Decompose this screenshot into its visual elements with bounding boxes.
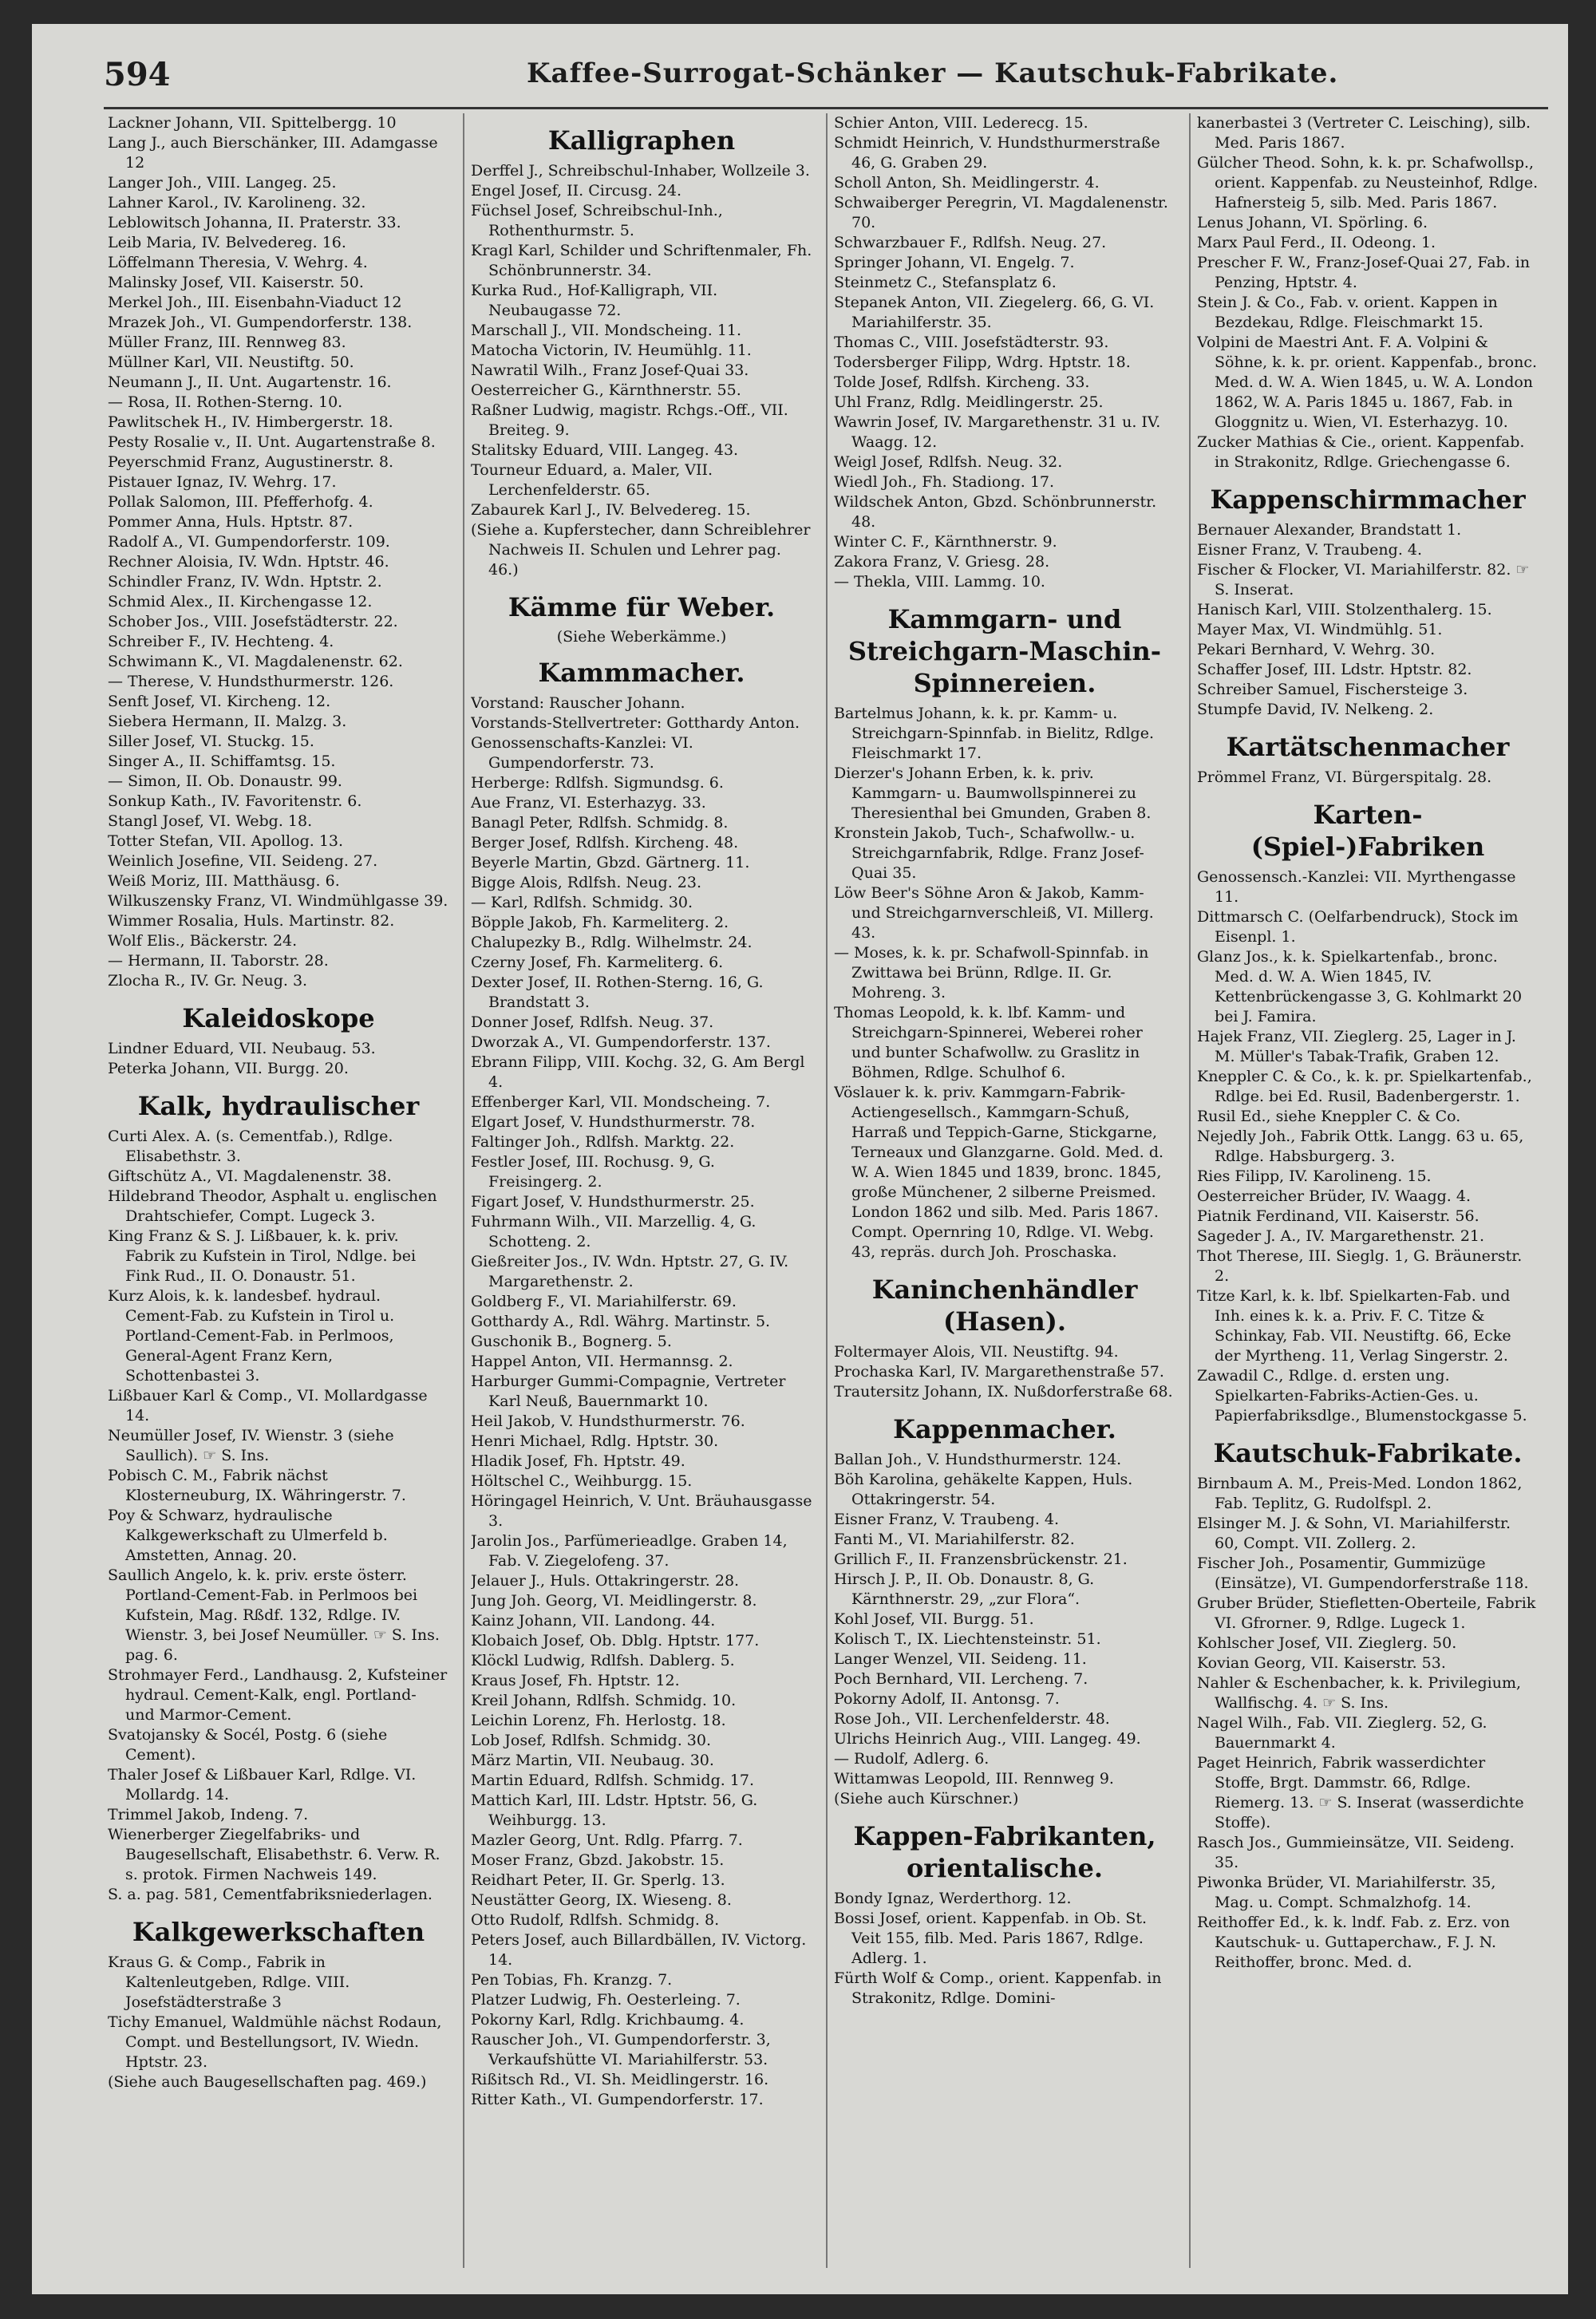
directory-entry: Peyerschmid Franz, Augustinerstr. 8. [108,453,394,471]
directory-entry: Gülcher Theod. Sohn, k. k. pr. Schafwollsp., orient. Kappenfab. zu Neusteinhof, Rdlge. Hafnersteig 5, silb. Med. Paris 1867. [1197,154,1539,211]
directory-entry: Kneppler C. & Co., k. k. pr. Spielkartenfab., Rdlge. bei Ed. Rusil, Badenbergerstr. 1. [1197,1068,1532,1105]
directory-entry: Nawratil Wilh., Franz Josef-Quai 33. [471,361,749,379]
directory-entry: — Hermann, II. Taborstr. 28. [108,952,329,970]
directory-entry: — Simon, II. Ob. Donaustr. 99. [108,772,342,790]
directory-entry: Peterka Johann, VII. Burgg. 20. [108,1060,349,1077]
directory-entry: Springer Johann, VI. Engelg. 7. [834,254,1075,271]
directory-entry: kanerbastei 3 (Vertreter C. Leisching), silb. Med. Paris 1867. [1197,114,1531,152]
directory-entry: Jelauer J., Huls. Ottakringerstr. 28. [471,1572,740,1590]
directory-entry: Hirsch J. P., II. Ob. Donaustr. 8, G. Kärnthnerstr. 29, „zur Flora“. [834,1570,1095,1608]
directory-entry: Malinsky Josef, VII. Kaiserstr. 50. [108,274,364,291]
directory-entry: Lißbauer Karl & Comp., VI. Mollardgasse 14. [108,1387,428,1424]
directory-entry: S. a. pag. 581, Cementfabriksniederlagen. [108,1886,433,1903]
directory-entry: Heil Jakob, V. Hundsthurmerstr. 76. [471,1412,745,1430]
directory-entry: Kovian Georg, VII. Kaiserstr. 53. [1197,1654,1446,1672]
directory-entry: — Karl, Rdlfsh. Schmidg. 30. [471,894,693,911]
directory-entry: Saullich Angelo, k. k. priv. erste österr. Portland-Cement-Fab. in Perlmoos bei Kufstein, Mag. Rßdf. 132, Rdlge. IV. Wienstr. 3, bei Josef Neumüller. ☞ S. Ins. pag. 6. [108,1566,440,1664]
column-divider [826,113,828,2268]
directory-entry: Klöckl Ludwig, Rdlfsh. Dablerg. 5. [471,1652,735,1669]
directory-entry: Tichy Emanuel, Waldmühle nächst Rodaun, Compt. und Bestellungsort, IV. Wiedn. Hptstr. 23. [108,2013,442,2071]
directory-entry: — Rudolf, Adlerg. 6. [834,1750,990,1768]
directory-entry: Guschonik B., Bognerg. 5. [471,1333,672,1350]
directory-entry: Thomas Leopold, k. k. lbf. Kamm- und Streichgarn-Spinnerei, Weberei roher und bunter Schafwollw. zu Graslitz in Böhmen, Rdlge. Schulhof 6. [834,1004,1143,1081]
directory-entry: Bartelmus Johann, k. k. pr. Kamm- u. Streichgarn-Spinnfab. in Bielitz, Rdlge. Fleischmarkt 17. [834,705,1154,762]
section-heading: Kammgarn- und Streichgarn-Maschin-Spinnereien. [847,604,1162,698]
directory-entry: Ballan Joh., V. Hundsthurmerstr. 124. [834,1451,1122,1468]
directory-entry: Aue Franz, VI. Esterhazyg. 33. [471,794,706,812]
directory-entry: Rasch Jos., Gummieinsätze, VII. Seideng. 35. [1197,1834,1515,1871]
directory-entry: Glanz Jos., k. k. Spielkartenfab., bronc. Med. d. W. A. Wien 1845, IV. Kettenbrückengasse 3, G. Kohlmarkt 20 bei J. Famira. [1197,948,1523,1025]
directory-entry: Elgart Josef, V. Hundsthurmerstr. 78. [471,1113,756,1131]
directory-entry: Paget Heinrich, Fabrik wasserdichter Stoffe, Brgt. Dammstr. 66, Rdlge. Riemerg. 13. ☞ S. Inserat (wasserdichte Stoffe). [1197,1754,1524,1831]
directory-entry: Tolde Josef, Rdlfsh. Kircheng. 33. [834,373,1090,391]
directory-entry: Martin Eduard, Rdlfsh. Schmidg. 17. [471,1772,755,1789]
directory-entry: Mrazek Joh., VI. Gumpendorferstr. 138. [108,314,413,331]
directory-entry: Elsinger M. J. & Sohn, VI. Mariahilferstr. 60, Compt. VII. Zollerg. 2. [1197,1515,1511,1552]
directory-entry: Zakora Franz, V. Griesg. 28. [834,553,1050,571]
directory-entry: Rißitsch Rd., VI. Sh. Meidlingerstr. 16. [471,2071,769,2088]
directory-entry: Thomas C., VIII. Josefstädterstr. 93. [834,334,1109,351]
directory-entry: Platzer Ludwig, Fh. Oesterleing. 7. [471,1991,741,2009]
directory-entry: Fischer & Flocker, VI. Mariahilferstr. 82. ☞ S. Inserat. [1197,561,1530,599]
directory-entry: Wienerberger Ziegelfabriks- und Baugesellschaft, Elisabethstr. 6. Verw. R. s. protok. Firmen Nachweis 149. [108,1826,440,1883]
directory-entry: Effenberger Karl, VII. Mondscheing. 7. [471,1093,771,1111]
directory-entry: Wittamwas Leopold, III. Rennweg 9. [834,1770,1114,1788]
directory-entry: Matocha Victorin, IV. Heumühlg. 11. [471,342,752,359]
directory-entry: King Franz & S. J. Lißbauer, k. k. priv. Fabrik zu Kufstein in Tirol, Ndlge. bei Fink Rud., II. O. Donaustr. 51. [108,1227,417,1285]
directory-entry: Fischer Joh., Posamentir, Gummizüge (Einsätze), VI. Gumpendorferstraße 118. [1197,1555,1529,1592]
directory-entry: Fuhrmann Wilh., VII. Marzellig. 4, G. Schotteng. 2. [471,1213,757,1250]
directory-entry: Schwimann K., VI. Magdalenenstr. 62. [108,653,403,670]
section-heading: Kappen-Fabrikanten, orientalische. [853,1821,1156,1883]
directory-entry: Chalupezky B., Rdlg. Wilhelmstr. 24. [471,934,753,951]
directory-entry: Wimmer Rosalia, Huls. Martinstr. 82. [108,912,395,930]
directory-entry: Jung Joh. Georg, VI. Meidlingerstr. 8. [471,1592,757,1610]
directory-entry: Kainz Johann, VII. Landong. 44. [471,1612,716,1630]
directory-entry: Löw Beer's Söhne Aron & Jakob, Kamm- und Streichgarnverschleiß, VI. Millerg. 43. [834,884,1154,942]
directory-entry: Pen Tobias, Fh. Kranzg. 7. [471,1971,673,1989]
directory-entry: Engel Josef, II. Circusg. 24. [471,182,681,200]
directory-entry: Otto Rudolf, Rdlfsh. Schmidg. 8. [471,1911,720,1929]
directory-entry: Foltermayer Alois, VII. Neustiftg. 94. [834,1343,1119,1361]
directory-entry: Marx Paul Ferd., II. Odeong. 1. [1197,234,1436,251]
directory-entry: Neustätter Georg, IX. Wieseng. 8. [471,1891,732,1909]
directory-entry: Figart Josef, V. Hundsthurmerstr. 25. [471,1193,755,1211]
directory-entry: Höltschel C., Weihburgg. 15. [471,1472,693,1490]
directory-entry: Fürth Wolf & Comp., orient. Kappenfab. in Strakonitz, Rdlge. Domini- [834,1969,1162,2007]
directory-entry: Scholl Anton, Sh. Meidlingerstr. 4. [834,174,1100,192]
directory-entry: Thot Therese, III. Sieglg. 1, G. Bräunerstr. 2. [1197,1247,1523,1285]
directory-entry: Kurka Rud., Hof-Kalligraph, VII. Neubaugasse 72. [471,282,718,319]
directory-entry: Harburger Gummi-Compagnie, Vertreter Karl Neuß, Bauernmarkt 10. [471,1373,786,1410]
directory-entry: Bigge Alois, Rdlfsh. Neug. 23. [471,874,701,891]
directory-entry: Herberge: Rdlfsh. Sigmundsg. 6. [471,774,724,792]
directory-entry: Derffel J., Schreibschul-Inhaber, Wollzeile 3. [471,162,810,180]
directory-entry: Weinlich Josefine, VII. Seideng. 27. [108,852,378,870]
directory-entry: Grillich F., II. Franzensbrückenstr. 21. [834,1551,1128,1568]
directory-entry: Vorstands-Stellvertreter: Gotthardy Anton. [471,714,800,732]
directory-entry: Füchsel Josef, Schreibschul-Inh., Rothenthurmstr. 5. [471,202,723,239]
directory-entry: Uhl Franz, Rdlg. Meidlingerstr. 25. [834,393,1104,411]
directory-entry: Lahner Karol., IV. Karolineng. 32. [108,194,366,211]
directory-entry: — Theklа, VIII. Lammg. 10. [834,573,1045,591]
directory-entry: Fanti M., VI. Mariahilferstr. 82. [834,1531,1075,1548]
directory-entry: Pommer Anna, Huls. Hptstr. 87. [108,513,354,531]
directory-entry: Svatojansky & Socél, Postg. 6 (siehe Cement). [108,1726,388,1764]
column-3 [834,113,1175,2284]
section-heading: Kautschuk-Fabrikate. [1213,1438,1523,1468]
directory-entry: Dexter Josef, II. Rothen-Sterng. 16, G. Brandstatt 3. [471,974,764,1011]
directory-entry: Wildschek Anton, Gbzd. Schönbrunnerstr. 48. [834,493,1157,531]
directory-entry: Weiß Moriz, III. Matthäusg. 6. [108,872,340,890]
directory-entry: Genossensch.-Kanzlei: VII. Myrthengasse 11. [1197,868,1516,906]
directory-entry: Giftschütz A., VI. Magdalenenstr. 38. [108,1167,392,1185]
directory-entry: Winter C. F., Kärnthnerstr. 9. [834,533,1057,551]
directory-entry: Schmidt Heinrich, V. Hundsthurmerstraße 46, G. Graben 29. [834,134,1160,172]
section-heading: Kalkgewerkschaften [132,1917,425,1947]
directory-entry: Höringagel Heinrich, V. Unt. Bräuhausgasse 3. [471,1492,812,1530]
directory-entry: Kurz Alois, k. k. landesbef. hydraul. Cement-Fab. zu Kufstein in Tirol u. Portland-Cement-Fab. in Perlmoos, General-Agent Franz Kern, Schottenbastei 3. [108,1287,395,1385]
directory-entry: Vorstand: Rauscher Johann. [471,694,685,712]
directory-entry: Sageder J. A., IV. Margarethenstr. 21. [1197,1227,1485,1245]
directory-entry: Klobaich Josef, Ob. Dblg. Hptstr. 177. [471,1632,760,1649]
directory-entry: (Siehe auch Baugesellschaften pag. 469.) [108,2073,427,2091]
directory-entry: Prescher F. W., Franz-Josef-Quai 27, Fab. in Penzing, Hptstr. 4. [1197,254,1531,291]
header-rule [104,107,1548,109]
directory-entry: Mayer Max, VI. Windmühlg. 51. [1197,621,1443,638]
directory-entry: Oesterreicher Brüder, IV. Waagg. 4. [1197,1187,1471,1205]
directory-entry: — Therese, V. Hundsthurmerstr. 126. [108,673,394,690]
directory-entry: Wawrin Josef, IV. Margarethenstr. 31 u. IV. Waagg. 12. [834,413,1161,451]
directory-entry: Radolf A., VI. Gumpendorferstr. 109. [108,533,390,551]
directory-entry: Sonkup Kath., IV. Favoritenstr. 6. [108,792,362,810]
directory-entry: — Rosa, II. Rothen-Sterng. 10. [108,393,343,411]
directory-entry: Czerny Josef, Fh. Karmeliterg. 6. [471,954,724,971]
directory-entry: (Siehe auch Kürschner.) [834,1790,1019,1807]
directory-entry: Müller Franz, III. Rennweg 83. [108,334,346,351]
directory-entry: Kraus G. & Comp., Fabrik in Kaltenleutgeben, Rdlge. VIII. Josefstädterstraße 3 [108,1954,350,2011]
directory-entry: Zucker Mathias & Cie., orient. Kappenfab. in Strakonitz, Rdlge. Griechengasse 6. [1197,433,1525,471]
section-heading: Kalk, hydraulischer [137,1091,420,1121]
directory-entry: Lindner Eduard, VII. Neubaug. 53. [108,1040,376,1057]
directory-entry: März Martin, VII. Neubaug. 30. [471,1752,714,1769]
directory-entry: Kohl Josef, VII. Burgg. 51. [834,1610,1034,1628]
directory-entry: Wolf Elis., Bäckerstr. 24. [108,932,298,950]
directory-entry: Happel Anton, VII. Hermannsg. 2. [471,1353,733,1370]
directory-entry: Reithoffer Ed., k. k. lndf. Fab. z. Erz. von Kautschuk- u. Guttaperchaw., F. J. N. Reithoffer, bronc. Med. d. [1197,1914,1511,1971]
section-heading: Karten-(Spiel-)Fabriken [1250,800,1485,862]
section-heading: Kappenmacher. [893,1414,1116,1444]
directory-entry: Wiedl Joh., Fh. Stadiong. 17. [834,473,1055,491]
directory-entry: Senft Josef, VI. Kircheng. 12. [108,693,331,710]
directory-entry: Eisner Franz, V. Traubeng. 4. [834,1511,1060,1528]
directory-entry: Hildebrand Theodor, Asphalt u. englischen Drahtschiefer, Compt. Lugeck 3. [108,1187,437,1225]
directory-page [32,24,1568,2294]
directory-entry: Berger Josef, Rdlfsh. Kircheng. 48. [471,834,739,851]
directory-entry: Dierzer's Johann Erben, k. k. priv. Kammgarn- u. Baumwollspinnerei zu Theresienthal bei Gmunden, Graben 8. [834,764,1152,822]
directory-entry: Schreiber Samuel, Fischersteige 3. [1197,681,1468,698]
directory-entry: Bondy Ignaz, Werderthorg. 12. [834,1890,1072,1907]
directory-entry: Todersberger Filipp, Wdrg. Hptstr. 18. [834,354,1131,371]
directory-entry: Stepanek Anton, VII. Ziegelerg. 66, G. VI. Mariahilferstr. 35. [834,294,1155,331]
directory-entry: Prochaska Karl, IV. Margarethenstraße 57. [834,1363,1164,1381]
directory-entry: Hajek Franz, VII. Zieglerg. 25, Lager in J. M. Müller's Tabak-Trafik, Graben 12. [1197,1028,1516,1065]
directory-entry: Ulrichs Heinrich Aug., VIII. Langeg. 49. [834,1730,1141,1748]
directory-entry: Schaffer Josef, III. Ldstr. Hptstr. 82. [1197,661,1472,678]
directory-entry: Wilkuszensky Franz, VI. Windmühlgasse 39. [108,892,448,910]
directory-entry: Schindler Franz, IV. Wdn. Hptstr. 2. [108,573,382,591]
directory-entry: Genossenschafts-Kanzlei: VI. Gumpendorferstr. 73. [471,734,693,772]
directory-entry: Peters Josef, auch Billardbällen, IV. Victorg. 14. [471,1931,807,1969]
column-divider [1189,113,1191,2268]
directory-entry: Weigl Josef, Rdlfsh. Neug. 32. [834,453,1063,471]
directory-entry: Kragl Karl, Schilder und Schriftenmaler, Fh. Schönbrunnerstr. 34. [471,242,812,279]
column-1 [108,113,449,2284]
directory-entry: Mattich Karl, III. Ldstr. Hptstr. 56, G. Weihburgg. 13. [471,1792,758,1829]
directory-entry: Dittmarsch C. (Oelfarbendruck), Stock im Eisenpl. 1. [1197,908,1519,946]
directory-entry: Neumüller Josef, IV. Wienstr. 3 (siehe Saullich). ☞ S. Ins. [108,1427,394,1464]
directory-entry: Langer Wenzel, VII. Seideng. 11. [834,1650,1087,1668]
directory-entry: Rose Joh., VII. Lerchenfelderstr. 48. [834,1710,1110,1728]
directory-entry: Trimmel Jakob, Indeng. 7. [108,1806,309,1823]
directory-entry: Oesterreicher G., Kärnthnerstr. 55. [471,381,741,399]
directory-entry: Titze Karl, k. k. lbf. Spielkarten-Fab. und Inh. eines k. k. a. Priv. F. C. Titze & Schinkay, Fab. VII. Neustiftg. 66, Ecke der Myrtheng. 11, Verlag Singerstr. 2. [1197,1287,1511,1365]
directory-entry: Marschall J., VII. Mondscheing. 11. [471,322,742,339]
directory-entry: Böh Karolina, gehäkelte Kappen, Huls. Ottakringerstr. 54. [834,1471,1133,1508]
directory-entry: Langer Joh., VIII. Langeg. 25. [108,174,337,192]
directory-entry: Stalitsky Eduard, VIII. Langeg. 43. [471,441,739,459]
directory-entry: Nagel Wilh., Fab. VII. Zieglerg. 52, G. Bauernmarkt 4. [1197,1714,1487,1752]
directory-entry: Pollak Salomon, III. Pfefferhofg. 4. [108,493,373,511]
directory-entry: Nahler & Eschenbacher, k. k. Privilegium, Wallfischg. 4. ☞ S. Ins. [1197,1674,1522,1712]
directory-entry: Schmid Alex., II. Kirchengasse 12. [108,593,373,610]
directory-entry: Raßner Ludwig, magistr. Rchgs.-Off., VII. Breiteg. 9. [471,401,788,439]
directory-entry: Gotthardy A., Rdl. Währg. Martinstr. 5. [471,1313,771,1330]
directory-entry: Piwonka Brüder, VI. Mariahilferstr. 35, Mag. u. Compt. Schmalzhofg. 14. [1197,1874,1496,1911]
directory-entry: Poy & Schwarz, hydraulische Kalkgewerkschaft zu Ulmerfeld b. Amstetten, Annag. 20. [108,1507,388,1564]
directory-entry: (Siehe a. Kupferstecher, dann Schreiblehrer Nachweis II. Schulen und Lehrer pag. 46.) [471,521,811,579]
directory-entry: Gießreiter Jos., IV. Wdn. Hptstr. 27, G. IV. Margarethenstr. 2. [471,1253,789,1290]
directory-entry: Siller Josef, VI. Stuckg. 15. [108,733,314,750]
directory-entry: Jarolin Jos., Parfümerieadlge. Graben 14, Fab. V. Ziegelofeng. 37. [471,1532,788,1570]
directory-entry: Neumann J., II. Unt. Augartenstr. 16. [108,373,392,391]
directory-entry: Bernauer Alexander, Brandstatt 1. [1197,521,1462,539]
directory-entry: Rechner Aloisia, IV. Wdn. Hptstr. 46. [108,553,389,571]
section-heading: Kaleidoskope [182,1003,375,1033]
directory-entry: Tourneur Eduard, a. Maler, VII. Lerchenfelderstr. 65. [471,461,713,499]
directory-entry: Singer A., II. Schiffamtsg. 15. [108,753,336,770]
directory-entry: Dworzak A., VI. Gumpendorferstr. 137. [471,1033,771,1051]
column-divider [463,113,464,2268]
directory-entry: Volpini de Maestri Ant. F. A. Volpini & Söhne, k. k. pr. orient. Kappenfab., bronc. Med. d. W. A. Wien 1845, u. W. A. London 1862, W. A. Paris 1845 u. 1867, Fab. in Gloggnitz u. Wien, VI. Esterhazyg. 10. [1197,334,1538,431]
directory-entry: Leib Maria, IV. Belvedereg. 16. [108,234,346,251]
directory-entry: Nejedly Joh., Fabrik Ottk. Langg. 63 u. 65, Rdlge. Habsburgerg. 3. [1197,1128,1524,1165]
column-4 [1197,113,1539,2284]
column-2 [471,113,812,2284]
page-number: 594 [104,56,171,93]
directory-entry: Piatnik Ferdinand, VII. Kaiserstr. 56. [1197,1207,1479,1225]
directory-entry: Leblowitsch Johanna, II. Praterstr. 33. [108,214,401,231]
directory-entry: Schwarzbauer F., Rdlfsh. Neug. 27. [834,234,1107,251]
directory-entry: Birnbaum A. M., Preis-Med. London 1862, Fab. Teplitz, G. Rudolfspl. 2. [1197,1475,1523,1512]
section-heading: Kämme für Weber. [508,592,776,622]
directory-entry: Trautersitz Johann, IX. Nußdorferstraße 68. [834,1383,1173,1400]
directory-entry: Steinmetz C., Stefansplatz 6. [834,274,1057,291]
directory-entry: Leichin Lorenz, Fh. Herlostg. 18. [471,1712,726,1729]
running-title: Kaffee-Surrogat-Schänker — Kautschuk-Fabrikate. [527,57,1339,89]
directory-entry: Poch Bernhard, VII. Lercheng. 7. [834,1670,1088,1688]
directory-entry: Böpple Jakob, Fh. Karmeliterg. 2. [471,914,729,931]
directory-entry: Lang J., auch Bierschänker, III. Adamgasse 12 [108,134,438,172]
directory-entry: Pesty Rosalie v., II. Unt. Augartenstraße 8. [108,433,436,451]
directory-entry: Pistauer Ignaz, IV. Wehrg. 17. [108,473,337,491]
directory-entry: Schreiber F., IV. Hechteng. 4. [108,633,334,650]
directory-entry: Rusil Ed., siehe Kneppler C. & Co. [1197,1108,1461,1125]
directory-entry: Beyerle Martin, Gbzd. Gärtnerg. 11. [471,854,750,871]
directory-entry: Kohlscher Josef, VII. Zieglerg. 50. [1197,1634,1457,1652]
directory-entry: Lenus Johann, VI. Spörling. 6. [1197,214,1428,231]
directory-entry: Banagl Peter, Rdlfsh. Schmidg. 8. [471,814,729,832]
directory-entry: Moser Franz, Gbzd. Jakobstr. 15. [471,1851,725,1869]
directory-entry: Faltinger Joh., Rdlfsh. Marktg. 22. [471,1133,735,1151]
directory-entry: Bossi Josef, orient. Kappenfab. in Ob. St. Veit 155, filb. Med. Paris 1867, Rdlge. Adlerg. 1. [834,1910,1148,1967]
directory-entry: Zawadil C., Rdlge. d. ersten ung. Spielkarten-Fabriks-Actien-Ges. u. Papierfabriksdlge., Blumenstockgasse 5. [1197,1367,1527,1424]
section-heading: Kartätschenmacher [1226,732,1510,762]
directory-entry: Festler Josef, III. Rochusg. 9, G. Freisingerg. 2. [471,1153,715,1191]
directory-entry: Merkel Joh., III. Eisenbahn-Viaduct 12 [108,294,402,311]
directory-entry: Löffelmann Theresia, V. Wehrg. 4. [108,254,368,271]
page-header [32,38,1568,110]
directory-entry: Kronstein Jakob, Tuch-, Schafwollw.- u. Streichgarnfabrik, Rdlge. Franz Josef-Quai 35. [834,824,1144,882]
directory-entry: Strohmayer Ferd., Landhausg. 2, Kufsteiner hydraul. Cement-Kalk, engl. Portland- und Marmor-Cement. [108,1666,448,1724]
directory-entry: Curti Alex. A. (s. Cementfab.), Rdlge. Elisabethstr. 3. [108,1128,393,1165]
directory-entry: Vöslauer k. k. priv. Kammgarn-Fabrik-Actiengesellsch., Kammgarn-Schuß, Harraß und Teppich-Garne, Stickgarne, Terneaux und Glanzgarne. Gold. Med. d. W. A. Wien 1845 und 1839, bronc. 1845, große Münchener, 2 silberne Preismed. London 1862 und silb. Med. Paris 1867. Compt. Opernring 10, Rdlge. VI. Webg. 43, repräs. durch Joh. Proschaska. [834,1084,1164,1261]
directory-entry: Prömmel Franz, VI. Bürgerspitalg. 28. [1197,768,1492,786]
directory-entry: Ebrann Filipp, VIII. Kochg. 32, G. Am Bergl 4. [471,1053,805,1091]
directory-entry: Stangl Josef, VI. Webg. 18. [108,812,313,830]
section-heading: Kalligraphen [547,125,736,156]
directory-entry: Reidhart Peter, II. Gr. Sperlg. 13. [471,1871,725,1889]
directory-entry: Ritter Kath., VI. Gumpendorferstr. 17. [471,2091,764,2108]
see-also-note: (Siehe Weberkämme.) [556,628,727,646]
section-heading: Kaninchenhändler (Hasen). [871,1274,1138,1337]
directory-entry: Kraus Josef, Fh. Hptstr. 12. [471,1672,680,1689]
directory-entry: Zlocha R., IV. Gr. Neug. 3. [108,972,308,990]
directory-entry: Stein J. & Co., Fab. v. orient. Kappen in Bezdekau, Rdlge. Fleischmarkt 15. [1197,294,1498,331]
directory-entry: Lackner Johann, VII. Spittelbergg. 10 [108,114,397,132]
directory-entry: Hanisch Karl, VIII. Stolzenthalerg. 15. [1197,601,1492,618]
directory-entry: — Moses, k. k. pr. Schafwoll-Spinnfab. in Zwittawa bei Brünn, Rdlge. II. Gr. Mohreng. 3. [834,944,1149,1001]
directory-entry: Rauscher Joh., VI. Gumpendorferstr. 3, Verkaufshütte VI. Mariahilferstr. 53. [471,2031,771,2068]
directory-entry: Kreil Johann, Rdlfsh. Schmidg. 10. [471,1692,737,1709]
directory-entry: Siebera Hermann, II. Malzg. 3. [108,713,347,730]
directory-entry: Hladik Josef, Fh. Hptstr. 49. [471,1452,685,1470]
directory-entry: Thaler Josef & Lißbauer Karl, Rdlge. VI. Mollardg. 14. [108,1766,417,1803]
section-heading: Kammmacher. [538,658,745,688]
directory-entry: Goldberg F., VI. Mariahilferstr. 69. [471,1293,737,1310]
directory-entry: Ries Filipp, IV. Karolineng. 15. [1197,1167,1432,1185]
directory-entry: Pokorny Karl, Rdlg. Krichbaumg. 4. [471,2011,745,2029]
directory-entry: Schier Anton, VIII. Lederecg. 15. [834,114,1088,132]
directory-entry: Lob Josef, Rdlfsh. Schmidg. 30. [471,1732,711,1749]
directory-entry: Schwaiberger Peregrin, VI. Magdalenenstr. 70. [834,194,1168,231]
directory-entry: Pawlitschek H., IV. Himbergerstr. 18. [108,413,393,431]
directory-entry: Eisner Franz, V. Traubeng. 4. [1197,541,1423,559]
section-heading: Kappenschirmmacher [1210,484,1526,515]
directory-entry: Pokorny Adolf, II. Antonsg. 7. [834,1690,1060,1708]
directory-entry: Kolisch T., IX. Liechtensteinstr. 51. [834,1630,1101,1648]
directory-entry: Zabaurek Karl J., IV. Belvedereg. 15. [471,501,751,519]
directory-entry: Pekari Bernhard, V. Wehrg. 30. [1197,641,1436,658]
directory-entry: Mazler Georg, Unt. Rdlg. Pfarrg. 7. [471,1831,743,1849]
directory-entry: Totter Stefan, VII. Apollog. 13. [108,832,344,850]
directory-entry: Stumpfe David, IV. Nelkeng. 2. [1197,701,1434,718]
directory-entry: Müllner Karl, VII. Neustiftg. 50. [108,354,354,371]
directory-entry: Schober Jos., VIII. Josefstädterstr. 22. [108,613,398,630]
directory-entry: Henri Michael, Rdlg. Hptstr. 30. [471,1432,719,1450]
directory-entry: Gruber Brüder, Stiefletten-Oberteile, Fabrik VI. Gfrorner. 9, Rdlge. Lugeck 1. [1197,1594,1536,1632]
directory-entry: Donner Josef, Rdlfsh. Neug. 37. [471,1013,714,1031]
directory-entry: Pobisch C. M., Fabrik nächst Klosterneuburg, IX. Währingerstr. 7. [108,1467,406,1504]
